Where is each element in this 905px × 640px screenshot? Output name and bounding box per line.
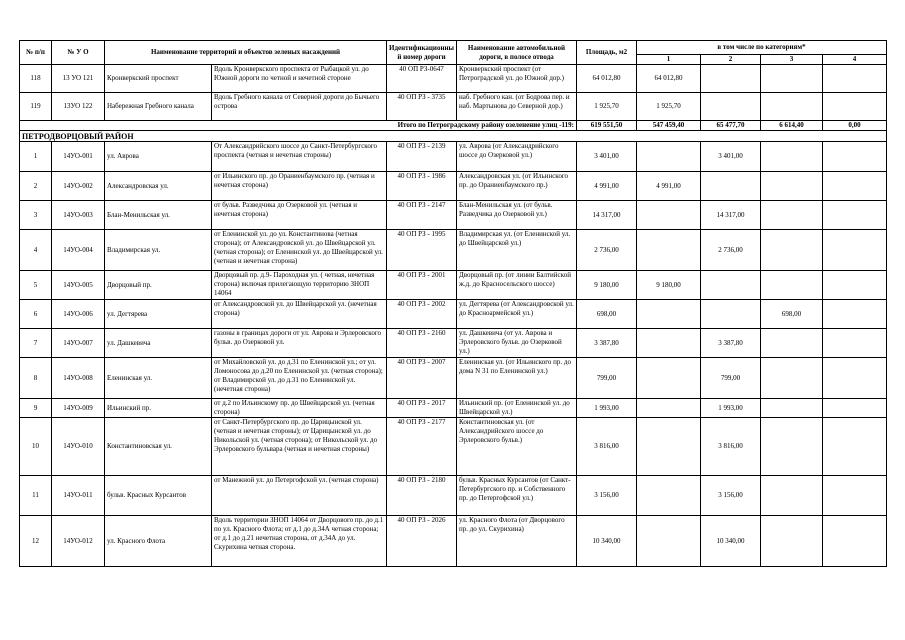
- total-cat-2: 65 477,70: [701, 121, 761, 131]
- row-area: 9 180,00: [577, 271, 637, 300]
- row-cat-4: [823, 300, 887, 329]
- district-heading: ПЕТРОДВОРЦОВЫЙ РАЙОН: [20, 131, 887, 142]
- col-header-area: Площадь, м2: [577, 41, 637, 65]
- row-cat-1: [637, 399, 701, 418]
- row-description: Вдоль территории ЗНОП 14064 от Дворцового пр. до д.1 по ул. Красного Флота; от д.1 до д.34А четная сторона; от д.1 до д.21 нечетная сторона, от д.34А до ул. Скурихина четная сторона.: [212, 516, 387, 567]
- row-road-name: ул. Дашкевича (от ул. Аврова и Эрлеровского бульв. до Озерковой ул.): [457, 329, 577, 358]
- row-description: от Манежной ул. до Петергофской ул. (четная сторона): [212, 476, 387, 516]
- row-uo-code: 14УО-008: [52, 358, 105, 399]
- row-road-name: Еленинская ул. (от Ильинского пр. до дома N 31 по Еленинской ул.): [457, 358, 577, 399]
- row-uo-code: 14УО-002: [52, 172, 105, 201]
- row-cat-1: 9 180,00: [637, 271, 701, 300]
- row-description: газоны в границах дороги от ул. Аврова и Эрлеровского бульв. до Озерковой ул.: [212, 329, 387, 358]
- row-uo-code: 13УО 122: [52, 93, 105, 121]
- green-space-register-table: [19, 40, 887, 567]
- table-row: [20, 399, 887, 418]
- row-cat-1: [637, 230, 701, 271]
- row-road-name: Кронверкский проспект (от Петроградской ул. до Южной дор.): [457, 65, 577, 93]
- row-road-name: ул. Дегтярева (от Александровской ул. до Красноармейской ул.): [457, 300, 577, 329]
- row-cat-2: [701, 172, 761, 201]
- row-cat-4: [823, 516, 887, 567]
- table-row: [20, 65, 887, 93]
- district-heading-row: [20, 131, 887, 142]
- row-area: 14 317,00: [577, 201, 637, 230]
- row-description: Вдоль Гребного канала от Северной дороги до Бычьего острова: [212, 93, 387, 121]
- row-road-id: 40 ОП РЗ-0647: [387, 65, 457, 93]
- row-uo-code: 14УО-011: [52, 476, 105, 516]
- row-uo-code: 14УО-004: [52, 230, 105, 271]
- row-cat-2: 1 993,00: [701, 399, 761, 418]
- row-cat-1: [637, 418, 701, 476]
- row-cat-3: [761, 65, 823, 93]
- row-cat-2: 3 816,00: [701, 418, 761, 476]
- row-cat-3: [761, 172, 823, 201]
- table-row: [20, 418, 887, 476]
- row-description: от Михайловской ул. до д.31 по Еленинской ул.; от ул. Ломоносова до д.20 по Еленинской ул. (четная сторона); от Владимирской ул. до д.31 по Еленинской ул. (нечетная сторона): [212, 358, 387, 399]
- row-number: 8: [20, 358, 52, 399]
- row-cat-3: [761, 271, 823, 300]
- row-cat-4: [823, 329, 887, 358]
- row-cat-1: [637, 476, 701, 516]
- row-cat-2: [701, 300, 761, 329]
- row-cat-3: [761, 476, 823, 516]
- table-row: [20, 476, 887, 516]
- row-cat-1: 64 012,80: [637, 65, 701, 93]
- row-road-id: 40 ОП РЗ - 3735: [387, 93, 457, 121]
- row-cat-3: [761, 399, 823, 418]
- table-row: [20, 172, 887, 201]
- col-header-uo: № У О: [52, 41, 105, 65]
- col-header-name: Наименование территорий и объектов зеленых насаждений: [105, 41, 387, 65]
- table-row: [20, 93, 887, 121]
- row-road-id: 40 ОП РЗ - 2007: [387, 358, 457, 399]
- col-header-cat-2: 2: [701, 55, 761, 65]
- row-object-name: Владимирская ул.: [105, 230, 212, 271]
- row-cat-2: [701, 65, 761, 93]
- row-description: от д.2 по Ильинскому пр. до Швейцарской ул. (четная сторона): [212, 399, 387, 418]
- row-cat-4: [823, 142, 887, 172]
- col-header-id: Идентификационный номер дороги: [387, 41, 457, 65]
- row-cat-2: [701, 93, 761, 121]
- row-object-name: бульв. Красных Курсантов: [105, 476, 212, 516]
- row-road-name: Константиновская ул. (от Александрийского шоссе до Эрлеровского бульв.): [457, 418, 577, 476]
- row-cat-3: [761, 142, 823, 172]
- row-road-name: Дворцовый пр. (от линии Балтийской ж.д. до Красносельского шоссе): [457, 271, 577, 300]
- row-cat-2: 3 387,80: [701, 329, 761, 358]
- table-row: [20, 329, 887, 358]
- row-uo-code: 14УО-005: [52, 271, 105, 300]
- row-number: 3: [20, 201, 52, 230]
- row-description: от Еленинской ул. до ул. Константинова (четная сторона); от Александровской ул. до Швейцарской ул. (четная сторона); от Еленинской ул. до Швейцарской ул. (четная и нечетная сторона): [212, 230, 387, 271]
- row-road-id: 40 ОП РЗ - 2147: [387, 201, 457, 230]
- row-object-name: ул. Красного Флота: [105, 516, 212, 567]
- table-row: [20, 516, 887, 567]
- row-object-name: Кронверкский проспект: [105, 65, 212, 93]
- row-cat-1: [637, 300, 701, 329]
- row-road-id: 40 ОП РЗ - 2177: [387, 418, 457, 476]
- row-description: От Александрийского шоссе до Санкт-Петербургского проспекта (четная и нечетная стороны): [212, 142, 387, 172]
- row-road-name: Блан-Менильская ул. (от бульв. Разведчика до Озерковой ул.): [457, 201, 577, 230]
- col-header-np: № п/п: [20, 41, 52, 65]
- row-road-id: 40 ОП РЗ - 2139: [387, 142, 457, 172]
- row-cat-4: [823, 476, 887, 516]
- row-area: 3 156,00: [577, 476, 637, 516]
- row-area: 3 816,00: [577, 418, 637, 476]
- col-header-cat-4: 4: [823, 55, 887, 65]
- table-row: [20, 230, 887, 271]
- row-road-id: 40 ОП РЗ - 2017: [387, 399, 457, 418]
- row-cat-4: [823, 358, 887, 399]
- row-cat-3: [761, 230, 823, 271]
- row-object-name: Еленинская ул.: [105, 358, 212, 399]
- row-cat-1: [637, 329, 701, 358]
- row-cat-4: [823, 271, 887, 300]
- row-object-name: Александровская ул.: [105, 172, 212, 201]
- row-road-id: 40 ОП РЗ - 1986: [387, 172, 457, 201]
- row-number: 5: [20, 271, 52, 300]
- table-row: [20, 358, 887, 399]
- row-cat-3: [761, 516, 823, 567]
- row-cat-4: [823, 93, 887, 121]
- row-object-name: Набережная Гребного канала: [105, 93, 212, 121]
- row-number: 1: [20, 142, 52, 172]
- row-road-id: 40 ОП РЗ - 1995: [387, 230, 457, 271]
- row-cat-3: [761, 418, 823, 476]
- row-cat-4: [823, 230, 887, 271]
- row-object-name: ул. Аврова: [105, 142, 212, 172]
- row-number: 118: [20, 65, 52, 93]
- row-area: 4 991,00: [577, 172, 637, 201]
- row-cat-3: [761, 329, 823, 358]
- row-cat-1: [637, 142, 701, 172]
- row-cat-1: [637, 201, 701, 230]
- row-object-name: ул. Дегтярева: [105, 300, 212, 329]
- row-cat-1: [637, 358, 701, 399]
- row-uo-code: 14УО-006: [52, 300, 105, 329]
- row-uo-code: 14УО-001: [52, 142, 105, 172]
- row-cat-3: [761, 358, 823, 399]
- row-cat-4: [823, 65, 887, 93]
- rows-main: [20, 142, 887, 567]
- row-uo-code: 14УО-009: [52, 399, 105, 418]
- row-road-id: 40 ОП РЗ - 2002: [387, 300, 457, 329]
- row-road-name: ул. Аврова (от Александрийского шоссе до Озерковой ул.): [457, 142, 577, 172]
- row-number: 4: [20, 230, 52, 271]
- row-cat-4: [823, 172, 887, 201]
- table-row: [20, 300, 887, 329]
- row-area: 64 012,80: [577, 65, 637, 93]
- row-area: 3 401,00: [577, 142, 637, 172]
- row-area: 10 340,00: [577, 516, 637, 567]
- row-cat-1: [637, 516, 701, 567]
- row-uo-code: 14УО-010: [52, 418, 105, 476]
- table-row: [20, 201, 887, 230]
- row-area: 1 993,00: [577, 399, 637, 418]
- row-area: 3 387,80: [577, 329, 637, 358]
- row-area: 698,00: [577, 300, 637, 329]
- row-uo-code: 14УО-003: [52, 201, 105, 230]
- row-road-name: Ильинский пр. (от Еленинской ул. до Швейцарской ул.): [457, 399, 577, 418]
- row-description: Вдоль Кронверкского проспекта от Рыбацкой ул. до Южной дороги по четной и нечетной стороне: [212, 65, 387, 93]
- row-number: 11: [20, 476, 52, 516]
- row-description: от бульв. Разведчика до Озерковой ул. (четная и нечетная сторона): [212, 201, 387, 230]
- row-number: 119: [20, 93, 52, 121]
- row-area: 799,00: [577, 358, 637, 399]
- row-number: 10: [20, 418, 52, 476]
- col-header-road: Наименование автомобильной дороги, в полосе отвода: [457, 41, 577, 65]
- row-road-id: 40 ОП РЗ - 2026: [387, 516, 457, 567]
- row-uo-code: 14УО-012: [52, 516, 105, 567]
- row-cat-1: 4 991,00: [637, 172, 701, 201]
- row-object-name: Константиновская ул.: [105, 418, 212, 476]
- total-area: 619 551,50: [577, 121, 637, 131]
- row-road-name: ул. Красного Флота (от Дворцового пр. до ул. Скурихина): [457, 516, 577, 567]
- row-cat-2: 14 317,00: [701, 201, 761, 230]
- row-number: 9: [20, 399, 52, 418]
- row-road-name: Владимирская ул. (от Еленинской ул. до Швейцарской ул.): [457, 230, 577, 271]
- row-number: 7: [20, 329, 52, 358]
- row-description: от Ильинского пр. до Ораниенбаумского пр. (четная и нечетная сторона): [212, 172, 387, 201]
- row-road-id: 40 ОП РЗ - 2001: [387, 271, 457, 300]
- table-row: [20, 142, 887, 172]
- row-cat-2: 3 401,00: [701, 142, 761, 172]
- row-cat-4: [823, 201, 887, 230]
- row-cat-1: 1 925,70: [637, 93, 701, 121]
- row-area: 1 925,70: [577, 93, 637, 121]
- row-road-name: бульв. Красных Курсантов (от Санкт-Петербургского пр. и Собственного пр. до Петергофской ул.): [457, 476, 577, 516]
- row-description: от Санкт-Петербургского пр. до Царицынской ул. (четная и нечетная стороны); от Царицынской ул. до Никольской ул. (четная сторона); от Никольской ул. до Эрлеровского бульвара (четная и нечетная стороны): [212, 418, 387, 476]
- row-number: 6: [20, 300, 52, 329]
- rows-before: [20, 65, 887, 121]
- row-area: 2 736,00: [577, 230, 637, 271]
- row-object-name: Блан-Менильская ул.: [105, 201, 212, 230]
- row-cat-3: [761, 93, 823, 121]
- row-road-id: 40 ОП РЗ - 2160: [387, 329, 457, 358]
- row-cat-4: [823, 418, 887, 476]
- row-road-name: наб. Гребного кан. (от Бодрова пер. и наб. Мартынова до Северной дор.): [457, 93, 577, 121]
- total-cat-3: 6 614,40: [761, 121, 823, 131]
- row-uo-code: 14УО-007: [52, 329, 105, 358]
- col-header-cat-1: 1: [637, 55, 701, 65]
- row-cat-3: [761, 201, 823, 230]
- row-object-name: Дворцовый пр.: [105, 271, 212, 300]
- row-number: 12: [20, 516, 52, 567]
- row-description: Дворцовый пр. д.9- Пароходная ул. ( четная, нечетная сторона) включая прилегающую территорию ЗНОП 14064: [212, 271, 387, 300]
- total-label: Итого по Петроградскому району озеленение улиц -119:: [20, 121, 577, 131]
- row-cat-2: [701, 271, 761, 300]
- row-road-id: 40 ОП РЗ - 2180: [387, 476, 457, 516]
- row-uo-code: 13 УО 121: [52, 65, 105, 93]
- district-total-row: [20, 121, 887, 131]
- row-road-name: Александровская ул. (от Ильинского пр. до Ораниенбаумского пр.): [457, 172, 577, 201]
- row-cat-2: 2 736,00: [701, 230, 761, 271]
- col-header-cat-3: 3: [761, 55, 823, 65]
- row-object-name: ул. Дашкевича: [105, 329, 212, 358]
- col-header-categories: в том числе по категориям*: [637, 41, 887, 55]
- total-cat-4: 0,00: [823, 121, 887, 131]
- row-cat-3: 698,00: [761, 300, 823, 329]
- row-number: 2: [20, 172, 52, 201]
- row-description: от Александровской ул. до Швейцарской ул. (нечетная сторона): [212, 300, 387, 329]
- total-cat-1: 547 459,40: [637, 121, 701, 131]
- row-cat-2: 3 156,00: [701, 476, 761, 516]
- row-cat-2: 799,00: [701, 358, 761, 399]
- row-object-name: Ильинский пр.: [105, 399, 212, 418]
- table-row: [20, 271, 887, 300]
- row-cat-2: 10 340,00: [701, 516, 761, 567]
- row-cat-4: [823, 399, 887, 418]
